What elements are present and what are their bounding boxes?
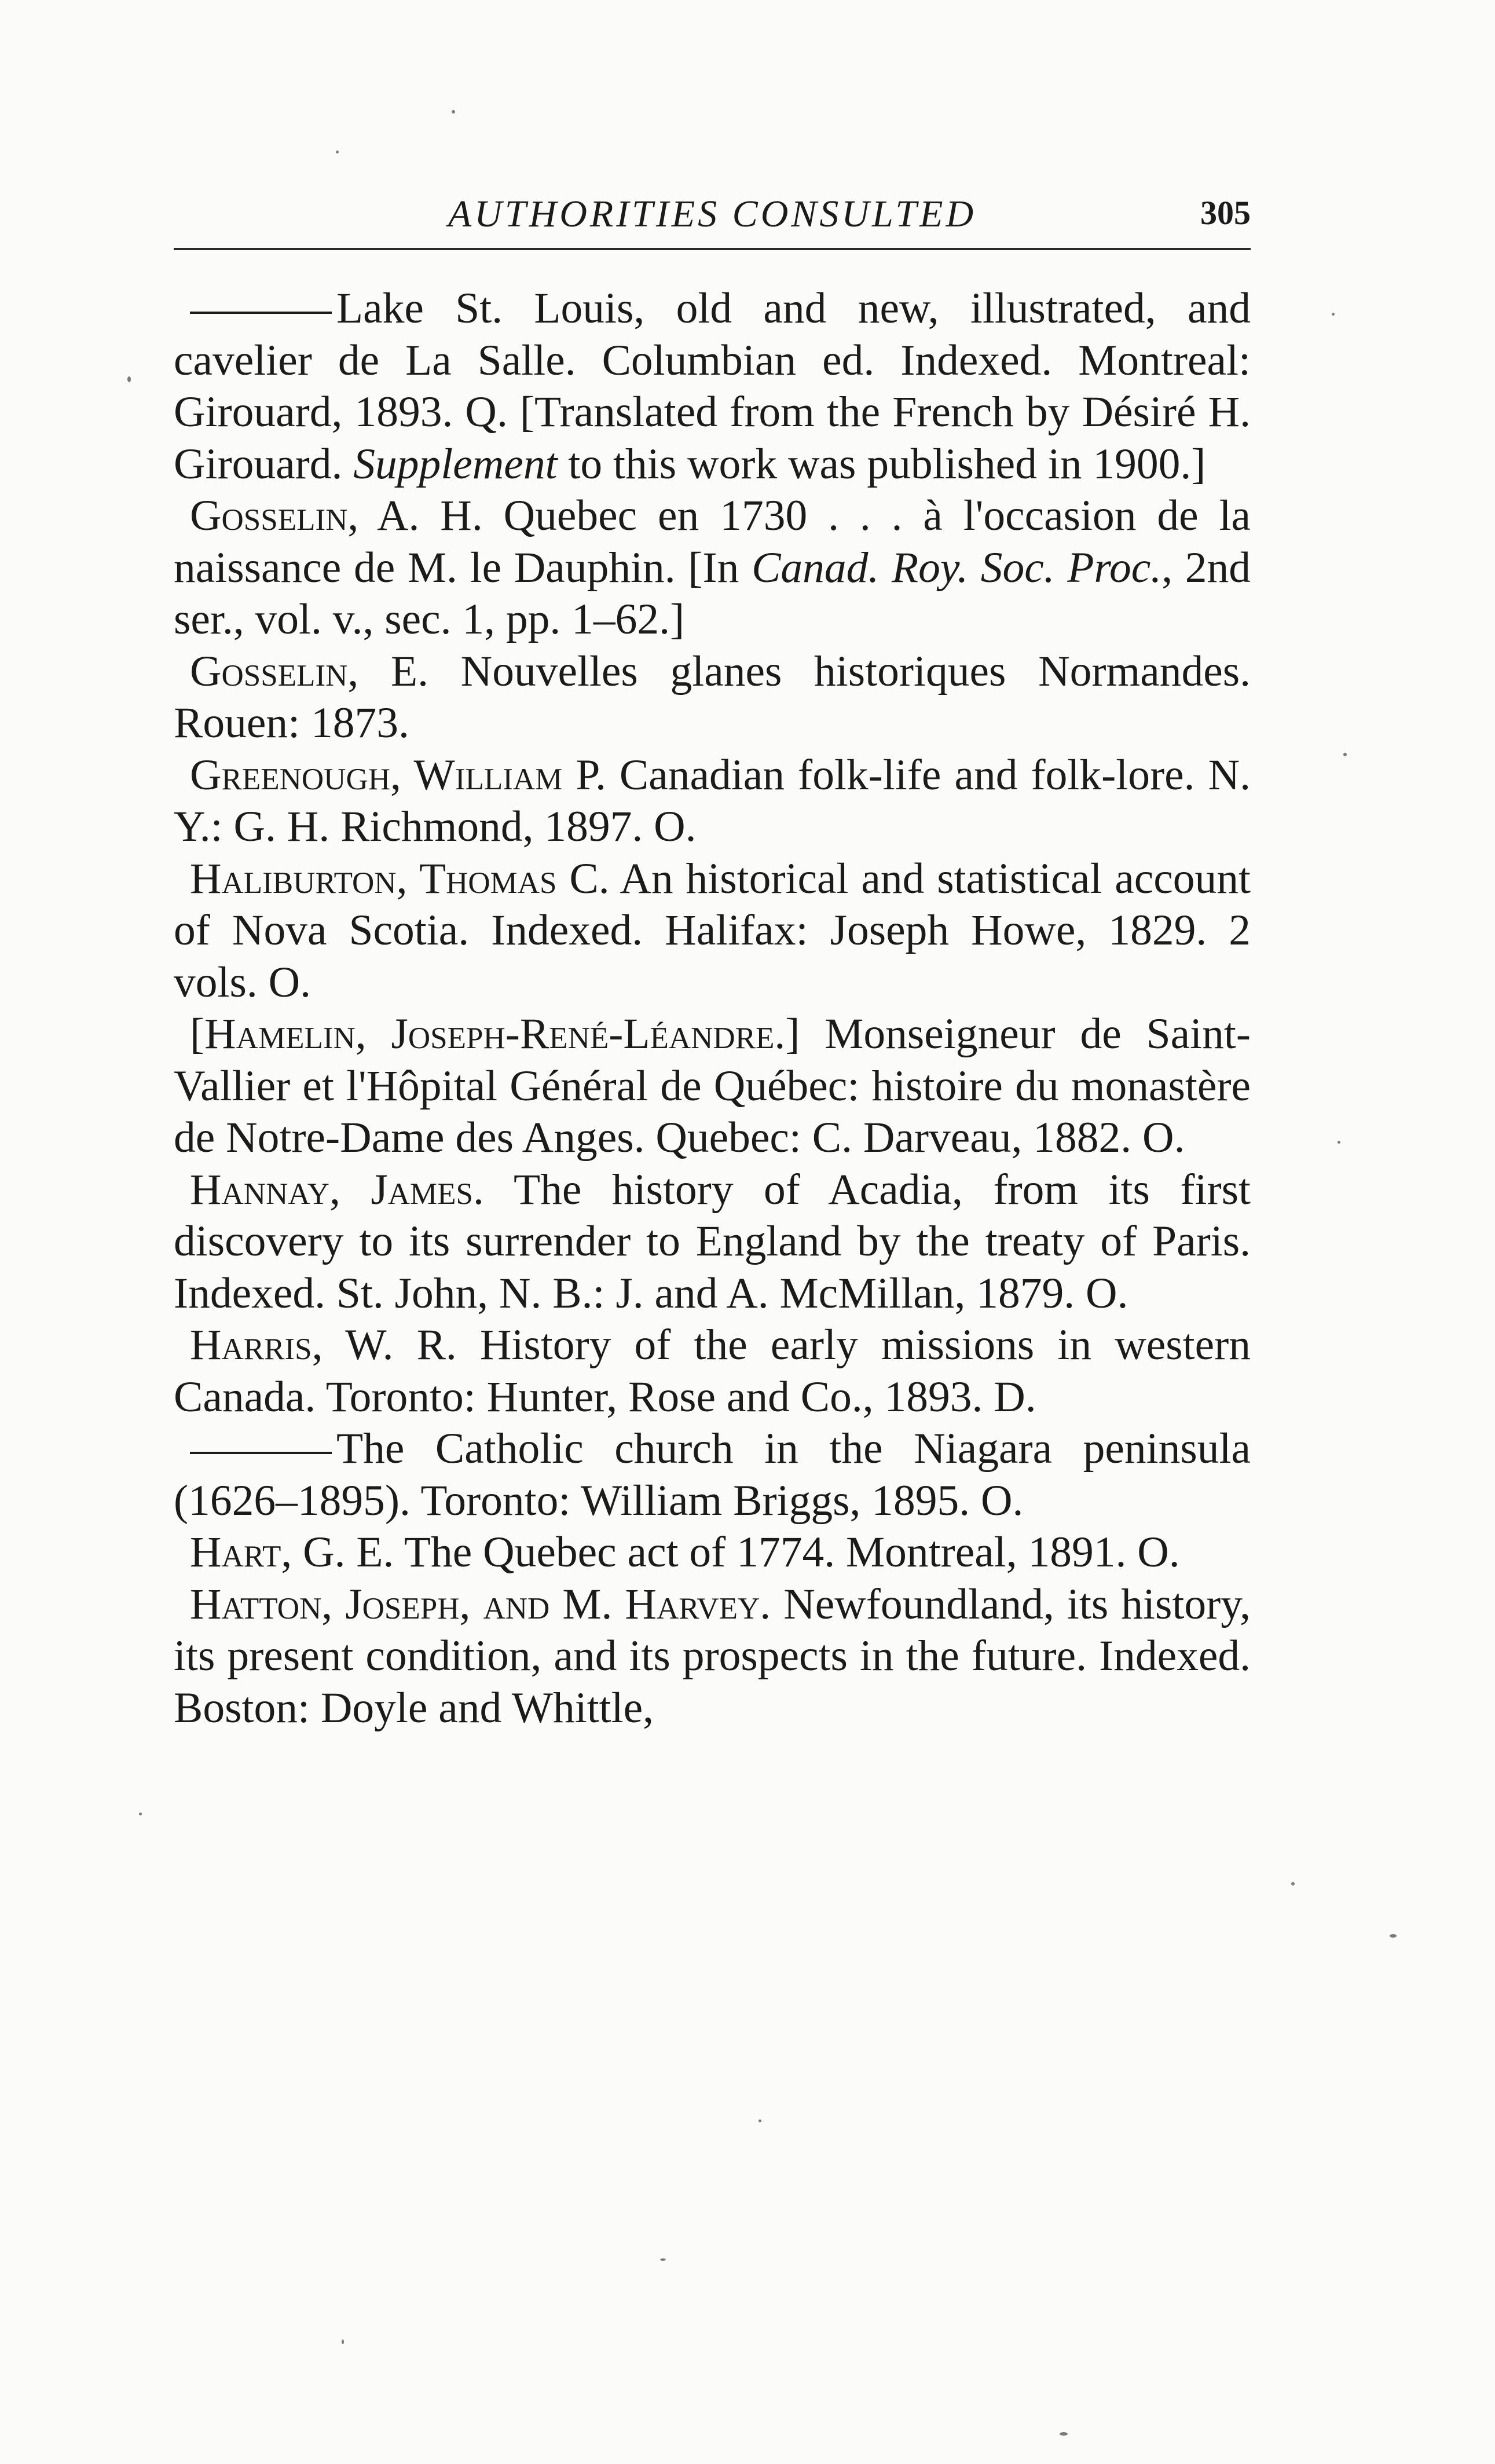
entry-author: Harris, W. R. [190, 1321, 457, 1369]
running-title: AUTHORITIES CONSULTED [448, 193, 977, 235]
bibliography-entry: Hart, G. E. The Quebec act of 1774. Montreal, 1891. O. [190, 1528, 1180, 1576]
bibliography-entry: Greenough, William P. Canadian folk-life and folk-lore. N. Y.: G. H. Richmond, 1897. O. [174, 750, 1251, 851]
bibliography-entry: Gosselin, E. Nouvelles glanes historiques Normandes. Rouen: 1873. [174, 647, 1251, 747]
bibliography-entry: [Hamelin, Joseph-René-Léandre.] Monseigneur de Saint-Vallier et l'Hôpital Général de Québec: histoire du monastère de Notre-Dame des Anges. Quebec: C. Darveau, 1882. O. [174, 1010, 1251, 1162]
bibliography-entry: Hannay, James. The history of Acadia, from its first discovery to its surrender to England by the treaty of Paris. Indexed. St. John, N. B.: J. and A. McMillan, 1879. O. [174, 1165, 1251, 1317]
ditto-dash [190, 1452, 332, 1454]
bibliography-entry: Hatton, Joseph, and M. Harvey. Newfoundland, its history, its present condition, and its prospects in the future. Indexed. Boston: Doyle and Whittle, [174, 1580, 1251, 1732]
entry-author: [Hamelin, Joseph-René-Léandre.] [190, 1010, 800, 1058]
entry-author: Gosselin, A. H. [190, 492, 483, 540]
bibliography-entry: Harris, W. R. History of the early missions in western Canada. Toronto: Hunter, Rose and Co., 1893. D. [174, 1321, 1251, 1421]
header-rule [174, 248, 1251, 250]
bibliography-list [174, 283, 1251, 1734]
bibliography-entry: Lake St. Louis, old and new, illustrated, and cavelier de La Salle. Columbian ed. Indexed. Montreal: Girouard, 1893. Q. [Translated from the French by Désiré H. Girouard. Supplement to this work was published in 1900.] [174, 284, 1251, 488]
entry-author: Haliburton, Thomas C. [190, 854, 610, 903]
entry-author: Greenough, William P. [190, 750, 606, 799]
page-number: 305 [1200, 194, 1251, 232]
entry-author: Hatton, Joseph, and M. Harvey. [190, 1580, 771, 1628]
entry-author: Hannay, James. [190, 1165, 484, 1214]
entry-author: Gosselin, E. [190, 647, 428, 695]
ditto-dash [190, 312, 332, 314]
bibliography-entry: Gosselin, A. H. Quebec en 1730 . . . à l'occasion de la naissance de M. le Dauphin. [In Canad. Roy. Soc. Proc., 2nd ser., vol. v., sec. 1, pp. 1–62.] [174, 492, 1251, 643]
bibliography-entry: Haliburton, Thomas C. An historical and statistical account of Nova Scotia. Indexed. Halifax: Joseph Howe, 1829. 2 vols. O. [174, 854, 1251, 1006]
bibliography-entry: The Catholic church in the Niagara peninsula (1626–1895). Toronto: William Briggs, 1895. O. [174, 1425, 1251, 1525]
page-header [174, 184, 1251, 248]
entry-author: Hart, G. E. [190, 1528, 394, 1576]
